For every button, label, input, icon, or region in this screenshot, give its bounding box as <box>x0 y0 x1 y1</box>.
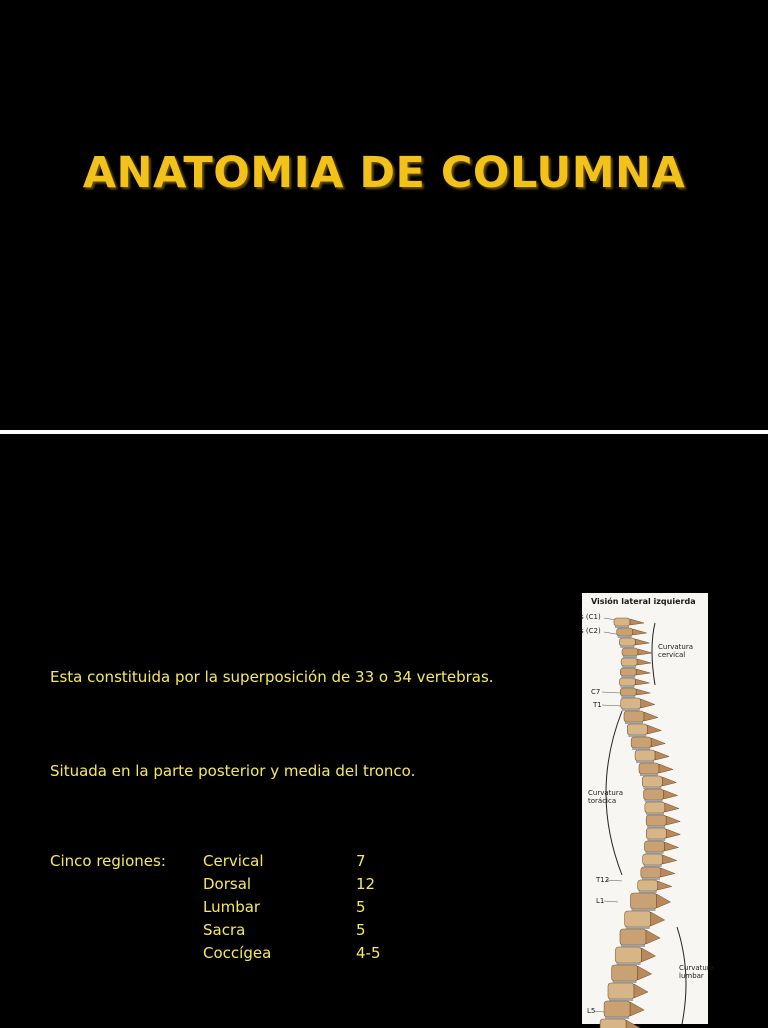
spinous-process <box>651 738 665 747</box>
label-curvatura-toracica-1: Curvatura <box>588 789 623 797</box>
region-count-coccigea: 4-5 <box>356 944 381 962</box>
spinous-process <box>638 649 652 655</box>
spinous-process <box>647 725 661 734</box>
region-name-lumbar: Lumbar <box>203 898 261 916</box>
region-name-dorsal: Dorsal <box>203 875 252 893</box>
vertebra-body <box>620 688 636 696</box>
vertebra-body <box>621 698 641 709</box>
spinous-process <box>646 930 660 944</box>
vertebra-body <box>620 668 636 676</box>
spinous-process <box>655 751 669 760</box>
spinous-process <box>666 816 680 825</box>
label-curvatura-cervical-1: Curvatura <box>658 643 693 651</box>
vertebra-body <box>638 880 658 891</box>
spinous-process <box>636 669 650 675</box>
label-t1: T1 <box>593 701 602 709</box>
vertebra-body <box>619 678 635 686</box>
vertebra-body <box>620 929 646 945</box>
spinous-process <box>644 712 658 721</box>
vertebrae-count-text: Esta constituida por la superposición de 33 o 34 vertebras. <box>50 668 494 686</box>
spinous-process <box>664 790 678 799</box>
vertebra-body <box>644 789 664 800</box>
spinous-process <box>634 984 648 998</box>
spinous-process <box>641 699 655 708</box>
vertebra-body <box>614 618 630 626</box>
spinous-process <box>638 966 652 980</box>
label-t12: T12 <box>596 876 610 884</box>
location-text: Situada en la parte posterior y media del tronco. <box>50 762 416 780</box>
label-c2: s (C2) <box>580 627 601 635</box>
vertebra-body <box>635 750 655 761</box>
vertebra-body <box>624 711 644 722</box>
vertebra-body <box>631 893 657 909</box>
label-curvatura-toracica-2: torácica <box>588 797 617 805</box>
region-name-cervical: Cervical <box>203 852 264 870</box>
label-l1: L1 <box>596 897 605 905</box>
region-count-dorsal: 12 <box>356 875 376 893</box>
region-name-sacra: Sacra <box>203 921 246 939</box>
spinous-process <box>637 659 651 665</box>
spinous-process <box>630 1002 644 1016</box>
divider-line <box>0 430 768 434</box>
spinous-process <box>664 842 678 851</box>
vertebrae-column <box>600 618 680 1028</box>
vertebra-body <box>619 638 635 646</box>
vertebra-body <box>645 802 665 813</box>
spinous-process <box>635 639 649 645</box>
spinous-process <box>662 777 676 786</box>
label-curvatura-cervical-2: cervical <box>658 651 686 659</box>
regions-label: Cinco regiones: <box>50 852 166 870</box>
vertebra-body <box>642 776 662 787</box>
spinous-process <box>658 881 672 890</box>
vertebra-body <box>639 763 659 774</box>
label-curvatura-lumbar-1: Curvatura <box>679 964 714 972</box>
region-count-lumbar: 5 <box>356 898 366 916</box>
label-c1: s (C1) <box>580 613 601 621</box>
vertebra-body <box>625 911 651 927</box>
spinous-process <box>666 829 680 838</box>
vertebra-body <box>627 724 647 735</box>
vertebra-body <box>644 841 664 852</box>
spinous-process <box>633 629 647 635</box>
vertebra-body <box>612 965 638 981</box>
spinous-process <box>636 689 650 695</box>
vertebra-body <box>646 815 666 826</box>
vertebra-body <box>646 828 666 839</box>
spinous-process <box>626 1020 640 1028</box>
spinous-process <box>657 894 671 908</box>
slide-title: ANATOMIA DE COLUMNA <box>82 148 686 198</box>
spinous-process <box>642 948 656 962</box>
vertebra-body <box>600 1019 626 1028</box>
region-name-coccigea: Coccígea <box>203 944 272 962</box>
vertebra-body <box>621 658 637 666</box>
cervical-bracket <box>652 623 655 685</box>
spinous-process <box>635 679 649 685</box>
spinous-process <box>665 803 679 812</box>
region-count-cervical: 7 <box>356 852 366 870</box>
vertebra-body <box>641 867 661 878</box>
spinous-process <box>663 855 677 864</box>
spine-drawing <box>582 593 708 1024</box>
vertebra-body <box>617 628 633 636</box>
vertebra-body <box>631 737 651 748</box>
vertebra-body <box>608 983 634 999</box>
vertebra-body <box>604 1001 630 1017</box>
label-c7: C7 <box>591 688 601 696</box>
spinous-process <box>659 764 673 773</box>
spinous-process <box>630 619 644 625</box>
spinous-process <box>651 912 665 926</box>
spinous-process <box>661 868 675 877</box>
spine-illustration <box>580 593 714 1024</box>
vertebra-body <box>643 854 663 865</box>
vertebra-body <box>622 648 638 656</box>
figure-heading: Visión lateral izquierda <box>591 597 696 606</box>
label-curvatura-lumbar-2: lumbar <box>679 972 704 980</box>
region-count-sacra: 5 <box>356 921 366 939</box>
label-l5: L5 <box>587 1007 596 1015</box>
vertebra-body <box>616 947 642 963</box>
